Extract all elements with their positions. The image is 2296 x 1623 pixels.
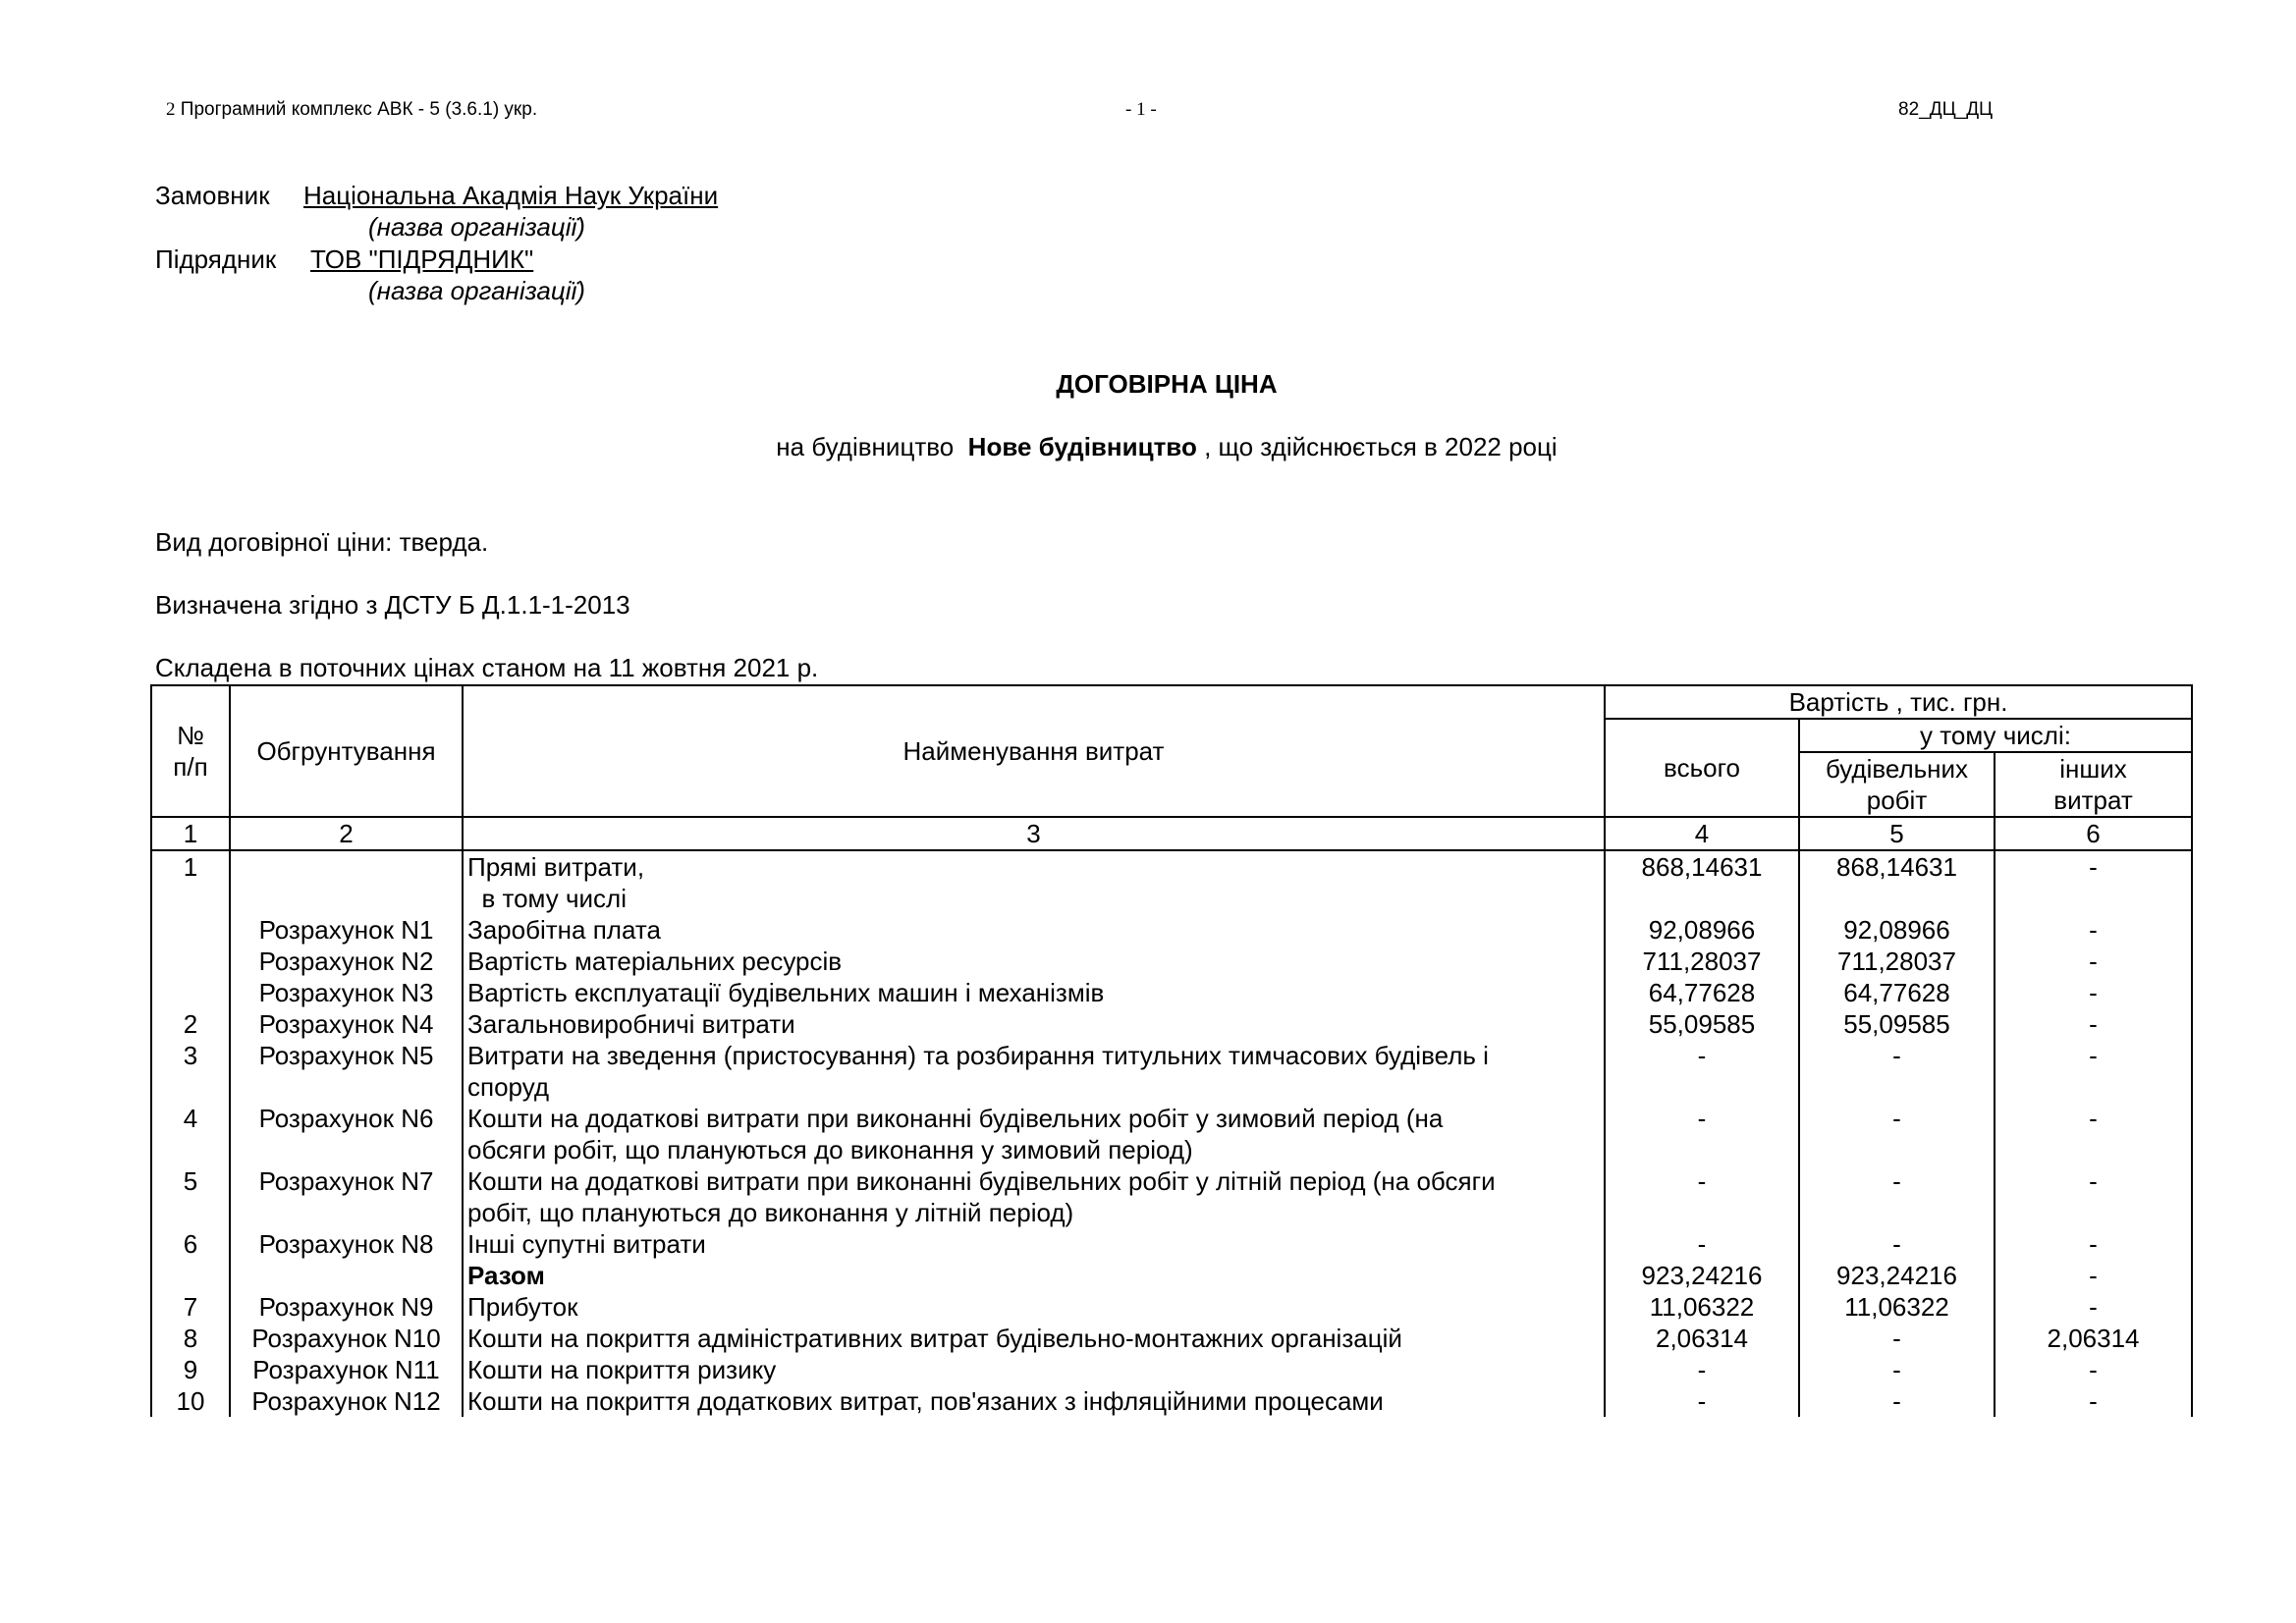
- table-row: [151, 1323, 2192, 1354]
- cell-total: -: [1605, 1385, 1799, 1417]
- cell-other: -: [1995, 977, 2192, 1008]
- cell-name: [463, 1385, 1605, 1417]
- cell-basis: Розрахунок N3: [230, 977, 463, 1008]
- cell-other: -: [1995, 1040, 2192, 1103]
- cell-other: -: [1995, 1260, 2192, 1291]
- cell-basis: Розрахунок N9: [230, 1291, 463, 1323]
- header-cost-group: Вартість , тис. грн.: [1605, 685, 2192, 719]
- cell-other: -: [1995, 1103, 2192, 1165]
- cell-total: 64,77628: [1605, 977, 1799, 1008]
- col-number: 6: [1995, 817, 2192, 850]
- cell-name: [463, 1103, 1605, 1165]
- name-line: Кошти на додаткові витрати при виконанні будівельних робіт у зимовий період (на: [467, 1104, 1444, 1133]
- cell-name: [463, 1040, 1605, 1103]
- cell-total: 92,08966: [1605, 914, 1799, 946]
- cell-basis: Розрахунок N10: [230, 1323, 463, 1354]
- col-number: 3: [463, 817, 1605, 850]
- document-subtitle: [0, 431, 2296, 462]
- cell-basis: Розрахунок N1: [230, 914, 463, 946]
- table-row: [151, 946, 2192, 977]
- construction-object: Нове будівництво: [967, 432, 1197, 461]
- name-line: Кошти на покриття адміністративних витрат будівельно-монтажних організацій: [467, 1324, 1402, 1353]
- cell-construction: -: [1799, 1040, 1995, 1103]
- cell-basis: Розрахунок N4: [230, 1008, 463, 1040]
- cell-basis: [230, 1260, 463, 1291]
- cell-other: 2,06314: [1995, 1323, 2192, 1354]
- table-row: [151, 1354, 2192, 1385]
- table-row: [151, 1385, 2192, 1417]
- cell-num: 1: [151, 850, 230, 914]
- header-including: у тому числі:: [1799, 719, 2192, 752]
- cell-num: 5: [151, 1165, 230, 1228]
- cell-construction: -: [1799, 1354, 1995, 1385]
- cell-num: 10: [151, 1385, 230, 1417]
- cell-name: [463, 977, 1605, 1008]
- cell-name: [463, 1228, 1605, 1260]
- cell-name: [463, 946, 1605, 977]
- page-number: - 1 -: [1125, 99, 1157, 120]
- contractor-hint: (назва організації): [368, 276, 585, 305]
- name-line: Інші супутні витрати: [467, 1229, 706, 1259]
- customer-label: Замовник: [155, 181, 270, 210]
- program-name: Програмний комплекс АВК - 5 (3.6.1) укр.: [180, 99, 538, 120]
- cell-other: -: [1995, 946, 2192, 977]
- name-line: Кошти на додаткові витрати при виконанні будівельних робіт у літній період (на обсяги: [467, 1166, 1496, 1196]
- cell-construction: 11,06322: [1799, 1291, 1995, 1323]
- cell-total: -: [1605, 1354, 1799, 1385]
- name-line: споруд: [467, 1072, 550, 1102]
- cell-total: 55,09585: [1605, 1008, 1799, 1040]
- contractor-name: ТОВ "ПІДРЯДНИК": [310, 244, 534, 274]
- subtitle-prefix: на будівництво: [776, 432, 955, 461]
- table-row: [151, 1260, 2192, 1291]
- header-total: всього: [1605, 719, 1799, 817]
- table-row: [151, 1103, 2192, 1165]
- name-line: робіт, що плануються до виконання у літній період): [467, 1198, 1074, 1227]
- cell-construction: -: [1799, 1165, 1995, 1228]
- program-prefix: 2: [166, 99, 176, 120]
- name-line: Прямі витрати,: [467, 852, 645, 882]
- cell-num: 8: [151, 1323, 230, 1354]
- cell-construction: 55,09585: [1799, 1008, 1995, 1040]
- cell-total: 11,06322: [1605, 1291, 1799, 1323]
- table-row: [151, 1228, 2192, 1260]
- cell-num: [151, 1260, 230, 1291]
- price-type: Вид договірної ціни: тверда.: [155, 527, 489, 557]
- name-line: Разом: [467, 1261, 545, 1290]
- name-line: Прибуток: [467, 1292, 578, 1322]
- cell-name: [463, 914, 1605, 946]
- table-row: [151, 914, 2192, 946]
- cell-total: 868,14631: [1605, 850, 1799, 914]
- cell-construction: 868,14631: [1799, 850, 1995, 914]
- cell-other: -: [1995, 1291, 2192, 1323]
- table-row: [151, 1165, 2192, 1228]
- table-row: [151, 1008, 2192, 1040]
- header-num: № п/п: [151, 685, 230, 817]
- cell-num: 7: [151, 1291, 230, 1323]
- table-row: [151, 850, 2192, 914]
- contractor-label: Підрядник: [155, 244, 277, 274]
- cell-basis: Розрахунок N7: [230, 1165, 463, 1228]
- cell-num: [151, 914, 230, 946]
- cell-num: [151, 946, 230, 977]
- cell-construction: -: [1799, 1228, 1995, 1260]
- cell-other: -: [1995, 1385, 2192, 1417]
- cell-total: -: [1605, 1103, 1799, 1165]
- program-info: [166, 99, 537, 121]
- col-number: 5: [1799, 817, 1995, 850]
- name-line: Кошти на покриття додаткових витрат, пов'язаних з інфляційними процесами: [467, 1386, 1384, 1416]
- customer-hint: (назва організації): [368, 212, 585, 242]
- col-number: 2: [230, 817, 463, 850]
- cell-num: 6: [151, 1228, 230, 1260]
- document-title: ДОГОВІРНА ЦІНА: [1056, 369, 1278, 399]
- cell-other: -: [1995, 914, 2192, 946]
- document-code: 82_ДЦ_ДЦ: [1898, 99, 1994, 120]
- cell-basis: Розрахунок N12: [230, 1385, 463, 1417]
- cell-num: [151, 977, 230, 1008]
- cell-construction: -: [1799, 1385, 1995, 1417]
- cell-num: 2: [151, 1008, 230, 1040]
- customer-name: Національна Акадмія Наук України: [303, 181, 719, 210]
- cell-other: -: [1995, 1165, 2192, 1228]
- cell-construction: 92,08966: [1799, 914, 1995, 946]
- cell-other: -: [1995, 1354, 2192, 1385]
- name-line: Кошти на покриття ризику: [467, 1355, 777, 1384]
- name-line: Загальновиробничі витрати: [467, 1009, 795, 1039]
- header-name: Найменування витрат: [463, 685, 1605, 817]
- col-number: 1: [151, 817, 230, 850]
- name-line: Витрати на зведення (пристосування) та розбирання титульних тимчасових будівель і: [467, 1041, 1489, 1070]
- cell-num: 9: [151, 1354, 230, 1385]
- cell-num: 3: [151, 1040, 230, 1103]
- name-line: обсяги робіт, що плануються до виконання у зимовий період): [467, 1135, 1193, 1164]
- header-construction: будівельних робіт: [1799, 752, 1995, 817]
- cell-name: [463, 1354, 1605, 1385]
- cell-construction: 923,24216: [1799, 1260, 1995, 1291]
- cell-basis: Розрахунок N2: [230, 946, 463, 977]
- name-line: Вартість матеріальних ресурсів: [467, 947, 843, 976]
- cell-other: -: [1995, 1008, 2192, 1040]
- cell-name: [463, 1260, 1605, 1291]
- cell-total: -: [1605, 1228, 1799, 1260]
- cell-total: 711,28037: [1605, 946, 1799, 977]
- cell-basis: Розрахунок N5: [230, 1040, 463, 1103]
- cost-table: [150, 684, 2193, 1417]
- cell-other: -: [1995, 1228, 2192, 1260]
- header-basis: Обгрунтування: [230, 685, 463, 817]
- cell-total: 2,06314: [1605, 1323, 1799, 1354]
- standard-reference: Визначена згідно з ДСТУ Б Д.1.1-1-2013: [155, 590, 630, 620]
- table-row: [151, 1040, 2192, 1103]
- subtitle-suffix: , що здійснюється в 2022 році: [1204, 432, 1558, 461]
- cell-construction: 711,28037: [1799, 946, 1995, 977]
- name-line: в тому числі: [467, 884, 627, 913]
- cell-basis: Розрахунок N6: [230, 1103, 463, 1165]
- cell-name: [463, 1008, 1605, 1040]
- cell-num: 4: [151, 1103, 230, 1165]
- cell-construction: 64,77628: [1799, 977, 1995, 1008]
- cell-total: -: [1605, 1165, 1799, 1228]
- cell-basis: [230, 850, 463, 914]
- col-number: 4: [1605, 817, 1799, 850]
- cell-name: [463, 1165, 1605, 1228]
- cell-name: [463, 1291, 1605, 1323]
- cell-total: 923,24216: [1605, 1260, 1799, 1291]
- table-body: [151, 850, 2192, 1417]
- cell-other: -: [1995, 850, 2192, 914]
- name-line: Заробітна плата: [467, 915, 661, 945]
- compiled-date: Складена в поточних цінах станом на 11 жовтня 2021 р.: [155, 653, 819, 682]
- table-row: [151, 1291, 2192, 1323]
- cell-name: [463, 850, 1605, 914]
- cell-basis: Розрахунок N11: [230, 1354, 463, 1385]
- header-other: інших витрат: [1995, 752, 2192, 817]
- cell-total: -: [1605, 1040, 1799, 1103]
- cell-construction: -: [1799, 1323, 1995, 1354]
- table-row: [151, 977, 2192, 1008]
- cell-construction: -: [1799, 1103, 1995, 1165]
- name-line: Вартість експлуатації будівельних машин і механізмів: [467, 978, 1105, 1007]
- cell-basis: Розрахунок N8: [230, 1228, 463, 1260]
- cell-name: [463, 1323, 1605, 1354]
